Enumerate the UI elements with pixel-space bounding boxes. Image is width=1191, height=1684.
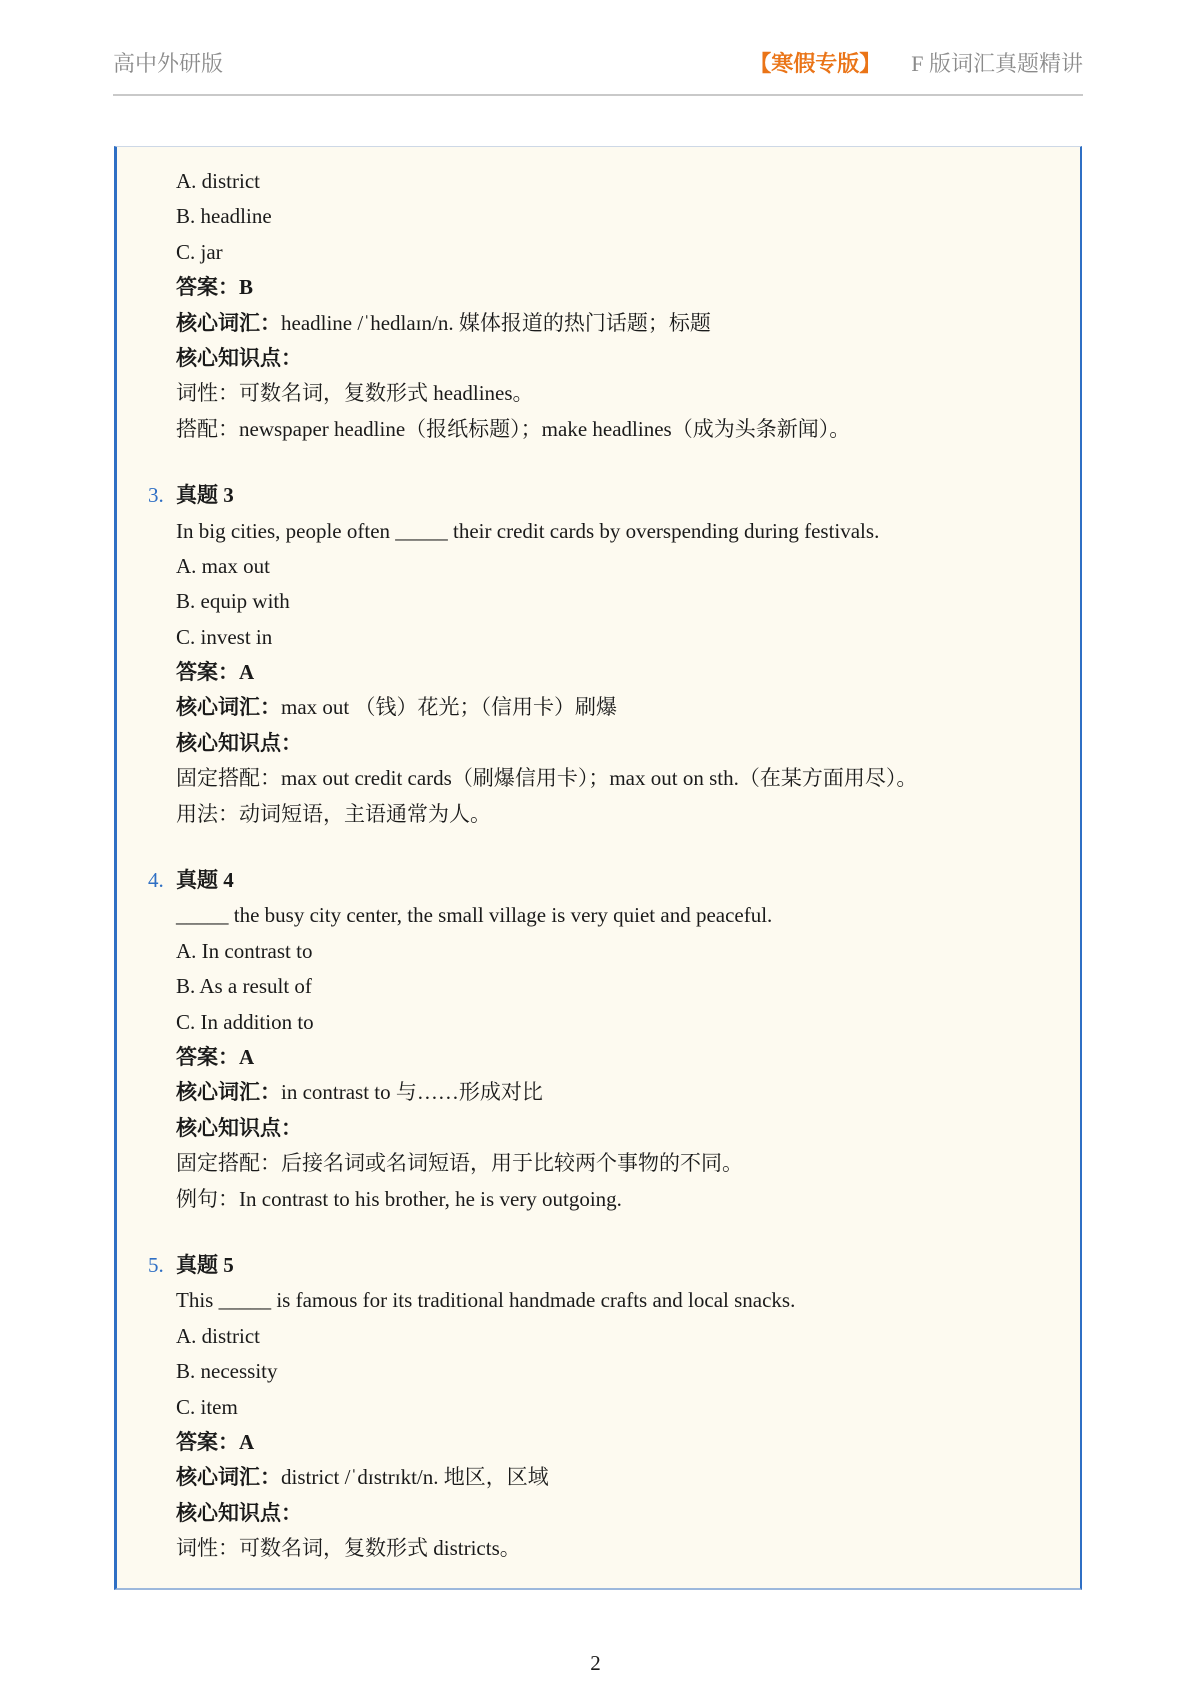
option-c: C. jar [176, 239, 223, 264]
option-b: B. equip with [176, 589, 290, 614]
answer-line [176, 655, 1080, 690]
option-b: B. headline [176, 204, 272, 229]
answer-label: 答案： [176, 275, 239, 300]
key-point: 词性：可数名词，复数形式 districts。 [176, 1536, 521, 1561]
option-a: A. district [176, 169, 260, 193]
core-vocab-label: 核心词汇： [176, 1465, 281, 1490]
answer-value: A [239, 1044, 255, 1069]
core-vocab-line [176, 690, 1080, 725]
answer-label: 答案： [176, 660, 239, 685]
question-heading [148, 1248, 1080, 1283]
section-gap [176, 832, 1080, 863]
key-points-label: 核心知识点： [176, 1500, 302, 1525]
key-points-label: 核心知识点： [176, 1115, 302, 1140]
key-point: 固定搭配：max out credit cards（刷爆信用卡）；max out on sth.（在某方面用尽）。 [176, 766, 918, 791]
answer-value: A [239, 1429, 255, 1454]
answer-label: 答案： [176, 1429, 239, 1454]
core-vocab-line [176, 1460, 1080, 1495]
option-b: B. necessity [176, 1359, 278, 1384]
answer-value: A [239, 660, 255, 685]
question-3 [148, 478, 1080, 832]
core-vocab-label: 核心词汇： [176, 310, 281, 335]
question-4 [148, 863, 1080, 1217]
answer-label: 答案： [176, 1044, 239, 1069]
question-5 [148, 1248, 1080, 1567]
option-b: B. As a result of [176, 974, 312, 999]
header-divider [113, 94, 1083, 96]
header-left-title: 高中外研版 [113, 50, 224, 76]
header-right-title: F 版词汇真题精讲 [911, 50, 1083, 76]
question-heading [148, 863, 1080, 898]
option-a: A. max out [176, 553, 270, 578]
core-vocab-text: headline /ˈhedlaɪn/n. 媒体报道的热门话题；标题 [281, 310, 711, 335]
core-vocab-text: max out （钱）花光；（信用卡）刷爆 [281, 695, 617, 720]
section-gap [176, 1217, 1080, 1248]
answer-line [176, 1040, 1080, 1075]
question-number: 5. [148, 1252, 164, 1277]
page-number: 2 [590, 1651, 601, 1675]
key-point: 用法：动词短语，主语通常为人。 [176, 801, 491, 826]
question-stem: _____ the busy city center, the small village is very quiet and peaceful. [176, 903, 773, 928]
core-vocab-line [176, 306, 1080, 341]
header-right-group [749, 47, 1083, 78]
question-number: 4. [148, 868, 164, 893]
core-vocab-line [176, 1075, 1080, 1110]
section-gap [176, 447, 1080, 478]
option-c: C. invest in [176, 624, 273, 649]
answer-value: B [239, 275, 254, 300]
question-number: 3. [148, 483, 164, 508]
question-stem: In big cities, people often _____ their credit cards by overspending during festivals. [176, 518, 880, 543]
key-point: 固定搭配：后接名词或名词短语，用于比较两个事物的不同。 [176, 1151, 743, 1176]
option-a: A. In contrast to [176, 938, 313, 963]
core-vocab-label: 核心词汇： [176, 695, 281, 720]
option-c: C. item [176, 1394, 238, 1419]
core-vocab-label: 核心词汇： [176, 1080, 281, 1105]
question-title: 真题 3 [176, 483, 234, 508]
question-heading [148, 478, 1080, 513]
key-point: 搭配：newspaper headline（报纸标题）；make headlines（成为头条新闻）。 [176, 416, 851, 441]
edition-tag: 【寒假专版】 [749, 50, 882, 76]
question-title: 真题 4 [176, 868, 234, 893]
answer-line [176, 270, 1080, 305]
key-point: 例句：In contrast to his brother, he is very outgoing. [176, 1186, 622, 1211]
core-vocab-text: in contrast to 与……形成对比 [281, 1080, 543, 1105]
key-points-label: 核心知识点： [176, 730, 302, 755]
question-title: 真题 5 [176, 1252, 234, 1277]
key-points-label: 核心知识点： [176, 345, 302, 370]
question-content-box [114, 146, 1082, 1590]
question-stem: This _____ is famous for its traditional handmade crafts and local snacks. [176, 1288, 796, 1313]
key-point: 词性：可数名词，复数形式 headlines。 [176, 381, 534, 406]
previous-question [176, 164, 1080, 447]
answer-line [176, 1425, 1080, 1460]
page-header [113, 42, 1083, 82]
option-a: A. district [176, 1323, 260, 1348]
core-vocab-text: district /ˈdɪstrɪkt/n. 地区，区域 [281, 1465, 549, 1490]
option-c: C. In addition to [176, 1009, 314, 1034]
